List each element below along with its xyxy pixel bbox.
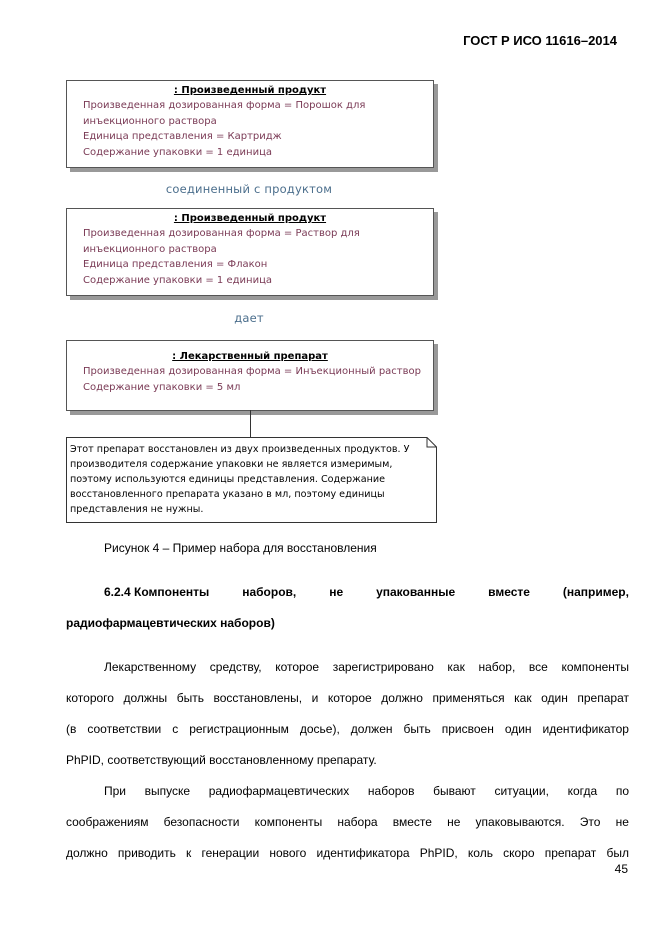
- word: приводить: [117, 846, 176, 860]
- paragraph-line: [104, 660, 629, 674]
- document-header: ГОСТ Р ИСО 11616–2014: [463, 33, 617, 48]
- word: выпуске: [144, 784, 191, 798]
- word: При: [104, 784, 127, 798]
- box-attribute: Произведенная дозированная форма = Порошок для: [83, 100, 366, 111]
- note-line: поэтому используются единицы представления. Содержание: [70, 474, 386, 485]
- word: наборов: [367, 784, 415, 798]
- box-attribute: инъекционного раствора: [83, 115, 217, 127]
- word: которое: [275, 660, 320, 674]
- word: набора: [337, 815, 378, 829]
- heading-word: вместе: [488, 585, 530, 599]
- word: Это: [579, 815, 601, 829]
- word: скоро: [503, 846, 535, 860]
- word: один: [504, 722, 532, 736]
- box-title: : Произведенный продукт: [173, 213, 327, 224]
- word: соответствии: [87, 722, 162, 736]
- word: набор,: [478, 660, 516, 674]
- connector-label-2: дает: [234, 311, 264, 325]
- note-line: производителя содержание упаковки не является измеримым,: [70, 459, 393, 470]
- word: когда: [567, 784, 598, 798]
- word: как: [447, 660, 465, 674]
- page-number: 45: [614, 862, 628, 876]
- box-title: : Лекарственный препарат: [172, 351, 328, 362]
- word: компоненты: [561, 660, 629, 674]
- box-title: : Произведенный продукт: [173, 85, 327, 96]
- word: должны: [123, 691, 168, 705]
- word: не: [447, 815, 461, 829]
- word: идентификатора: [316, 846, 410, 860]
- word: нового: [269, 846, 307, 860]
- word: с: [172, 722, 179, 736]
- heading-word: 6.2.4 Компоненты: [104, 585, 210, 599]
- word: досье),: [299, 722, 340, 736]
- word: (в: [66, 722, 77, 736]
- section-heading-continued: радиофармацевтических наборов): [66, 616, 275, 630]
- diagram-note: [66, 437, 436, 522]
- heading-word: упакованные: [376, 585, 456, 599]
- word: по: [615, 784, 629, 798]
- word: Лекарственному: [104, 660, 197, 674]
- word: все: [528, 660, 548, 674]
- word: зарегистрировано: [332, 660, 434, 674]
- paragraph-line: [66, 815, 629, 829]
- word: применяться: [432, 691, 505, 705]
- word: PhPID,: [419, 846, 458, 860]
- word: присвоен: [441, 722, 494, 736]
- manufactured-product-box-1: [66, 80, 434, 168]
- paragraph-line: [66, 691, 629, 705]
- word: средству,: [209, 660, 262, 674]
- note-line: Этот препарат восстановлен из двух произведенных продуктов. У: [70, 444, 410, 455]
- word: должно: [66, 846, 108, 860]
- heading-word: (например,: [562, 585, 629, 599]
- heading-word: наборов,: [242, 585, 297, 599]
- medicinal-product-box: [66, 340, 434, 411]
- box-attribute: Содержание упаковки = 5 мл: [83, 381, 241, 393]
- word: компоненты: [254, 815, 323, 829]
- word: как: [514, 691, 532, 705]
- box-attribute: Произведенная дозированная форма = Раствор для: [83, 228, 360, 239]
- word: один: [541, 691, 568, 705]
- word: регистрационным: [189, 722, 289, 736]
- paragraph-line: [104, 784, 629, 798]
- section-heading: [104, 585, 629, 599]
- word: вместе: [392, 815, 432, 829]
- word: должно: [381, 691, 423, 705]
- word: которого: [66, 691, 114, 705]
- word: должен: [350, 722, 393, 736]
- word: не: [615, 815, 629, 829]
- paragraph-line: PhPID, соответствующий восстановленному препарату.: [66, 753, 377, 767]
- word: идентификатор: [542, 722, 629, 736]
- word: быть: [403, 722, 431, 736]
- word: которое: [327, 691, 372, 705]
- word: быть: [176, 691, 204, 705]
- word: коль: [467, 846, 493, 860]
- word: соображениям: [66, 815, 149, 829]
- box-attribute: Единица представления = Флакон: [83, 259, 268, 270]
- box-attribute: Содержание упаковки = 1 единица: [83, 146, 273, 158]
- word: радиофармацевтических: [208, 784, 350, 798]
- word: препарат: [544, 846, 597, 860]
- word: упаковываются.: [475, 815, 565, 829]
- word: восстановлены,: [213, 691, 303, 705]
- box-attribute: инъекционного раствора: [83, 243, 217, 255]
- box-attribute: Произведенная дозированная форма = Инъекционный раствор: [83, 366, 421, 377]
- box-attribute: Содержание упаковки = 1 единица: [83, 274, 273, 286]
- word: к: [186, 846, 192, 860]
- word: препарат: [577, 691, 629, 705]
- paragraph-line: [66, 722, 629, 736]
- word: генерации: [201, 846, 260, 860]
- word: ситуации,: [494, 784, 549, 798]
- note-line: восстановленного препарата указано в мл, поэтому единицы: [70, 489, 385, 500]
- paragraph-line: [66, 846, 629, 860]
- word: был: [606, 846, 629, 860]
- figure-caption: Рисунок 4 – Пример набора для восстановления: [104, 541, 377, 555]
- word: безопасности: [163, 815, 240, 829]
- note-line: представления не нужны.: [70, 504, 204, 515]
- heading-word: не: [329, 585, 344, 599]
- word: бывают: [433, 784, 476, 798]
- box-attribute: Единица представления = Картридж: [83, 131, 282, 142]
- note-connector-line: [250, 410, 251, 438]
- word: и: [311, 691, 319, 705]
- note-text: [70, 442, 426, 517]
- manufactured-product-box-2: [66, 208, 434, 296]
- connector-label-1: соединенный с продуктом: [165, 182, 333, 196]
